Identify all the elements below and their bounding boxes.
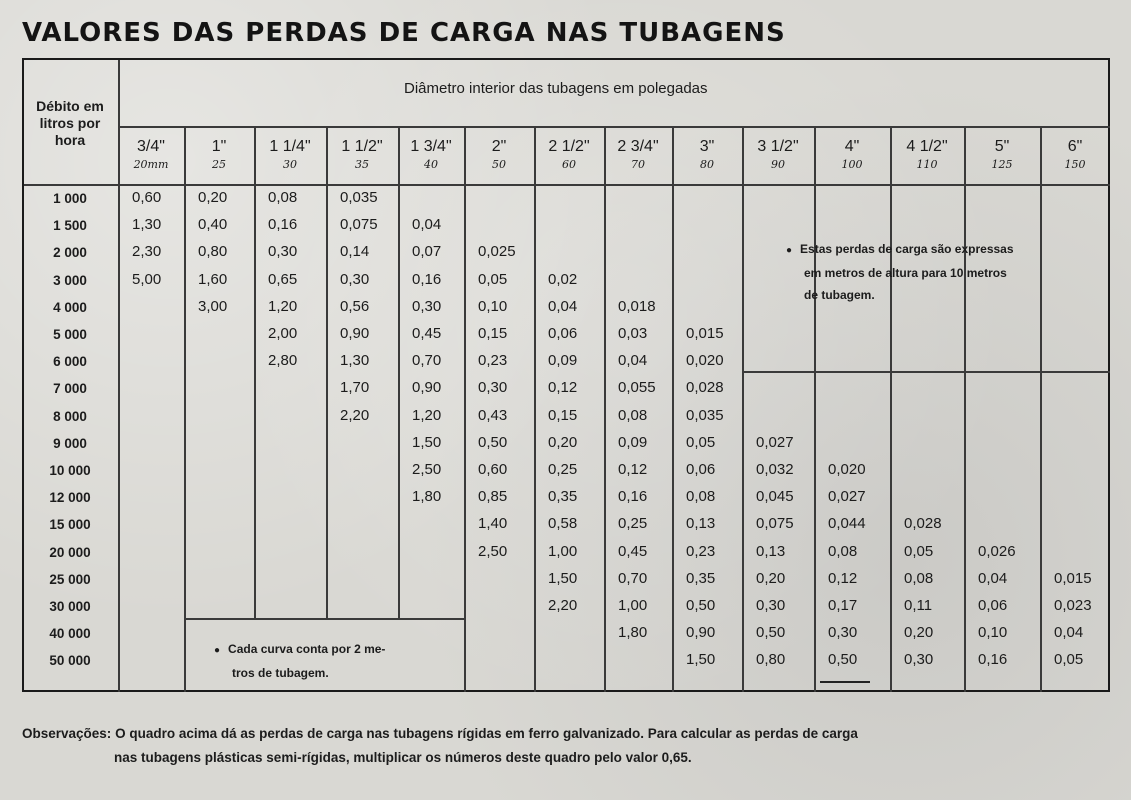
observations-line2: nas tubagens plásticas semi-rígidas, multiplicar os números deste quadro pelo valor 0,65. [114,750,692,765]
flow-value: 3 000 [53,272,87,288]
loss-value-cell: 0,10 [478,297,508,315]
flow-value: 10 000 [49,463,91,478]
loss-value-cell: 0,018 [618,297,656,315]
loss-value-cell: 0,50 [756,624,786,642]
loss-value-cell: 0,30 [478,379,508,397]
column-mm-label: 70 [631,158,645,171]
loss-value-cell: 0,90 [412,379,442,397]
loss-value-cell: 0,15 [478,325,508,342]
column-diameter-label: 1 1/2" [341,138,383,155]
flow-value: 15 000 [49,517,91,533]
loss-value-cell: 0,05 [1054,651,1084,669]
column-header [1040,138,1110,171]
column-header [964,138,1040,171]
loss-value-cell: 2,20 [340,406,370,424]
loss-value-cell: 0,044 [828,515,866,533]
loss-value-cell: 0,12 [828,569,858,587]
loss-value-cell: 0,43 [478,406,508,424]
loss-value-cell: 0,028 [686,379,724,397]
loss-value-cell: 0,04 [1054,624,1084,642]
column-diameter-label: 2 3/4" [617,138,659,155]
flow-value: 5 000 [53,327,87,342]
curve-note-line2: tros de tubagem. [232,666,329,680]
loss-value-cell: 0,020 [828,461,866,478]
column-diameter-label: 3 1/2" [757,138,799,155]
loss-value-cell: 0,08 [828,542,858,560]
loss-value-cell: 1,00 [548,542,578,560]
loss-value-cell: 0,16 [268,216,298,234]
loss-value-cell: 0,035 [340,189,378,206]
loss-value-cell: 0,80 [198,243,228,261]
flow-column-header: Débito em litros por hora [36,98,104,148]
column-diameter-label: 3" [699,138,715,155]
units-note-line1: Estas perdas de carga são expressas [800,242,1014,256]
column-divider [254,126,256,618]
loss-value-cell: 0,70 [618,569,648,587]
column-header [326,138,398,171]
loss-value-cell: 0,09 [618,433,648,451]
loss-value-cell: 0,90 [686,624,716,642]
column-mm-label: 25 [212,158,226,171]
units-note-line2: em metros de altura para 10 metros [804,266,1007,280]
flow-value: 40 000 [49,626,91,642]
loss-value-cell: 0,015 [686,325,724,342]
column-mm-label: 30 [283,158,297,171]
column-diameter-label: 6" [1067,138,1083,155]
column-mm-label: 35 [355,158,369,171]
flow-value: 1 500 [53,218,87,234]
loss-value-cell: 1,00 [618,597,648,614]
loss-value-cell: 0,12 [618,461,648,478]
column-divider [604,126,606,692]
loss-value-cell: 0,05 [686,433,716,451]
loss-value-cell: 0,075 [756,515,794,533]
loss-value-cell: 0,08 [618,406,648,424]
loss-value-cell: 0,08 [268,189,298,206]
loss-value-cell: 0,075 [340,216,378,234]
loss-value-cell: 0,90 [340,325,370,342]
column-header [742,138,814,171]
column-mm-label: 20mm [133,158,169,171]
loss-value-cell: 0,08 [904,569,934,587]
loss-value-cell: 0,07 [412,243,442,261]
loss-value-cell: 1,30 [132,216,162,234]
flow-value: 7 000 [53,381,87,397]
flow-value: 1 000 [53,191,87,206]
loss-value-cell: 0,027 [756,433,794,451]
loss-value-cell: 0,30 [340,270,370,288]
flow-value: 25 000 [49,571,91,587]
loss-value-cell: 0,35 [686,569,716,587]
loss-value-cell: 0,14 [340,243,370,261]
loss-value-cell: 0,03 [618,325,648,342]
loss-value-cell: 0,30 [412,297,442,315]
units-note: ● Estas perdas de carga são expressas em metros de altura para 10 metros de tubagem. [786,238,1086,306]
loss-value-cell: 0,20 [904,624,934,642]
column-mm-label: 40 [424,158,438,171]
loss-value-cell: 0,13 [686,515,716,533]
loss-value-cell: 0,60 [132,189,162,206]
loss-value-cell: 1,80 [412,488,442,506]
loss-value-cell: 0,020 [686,352,724,370]
column-diameter-label: 1" [211,138,227,155]
header-divider [118,126,1110,128]
flow-value: 9 000 [53,435,87,451]
column-divider [398,126,400,618]
loss-value-cell: 0,015 [1054,569,1092,587]
column-divider [326,126,328,618]
loss-value-cell: 0,16 [412,270,442,288]
column-header [254,138,326,171]
column-mm-label: 150 [1064,158,1086,171]
loss-value-cell: 0,85 [478,488,508,506]
loss-value-cell: 0,06 [978,597,1008,614]
column-mm-label: 90 [771,158,785,171]
flow-value: 12 000 [49,490,91,506]
column-divider [742,126,744,692]
loss-value-cell: 0,40 [198,216,228,234]
loss-value-cell: 0,45 [618,542,648,560]
loss-value-cell: 0,50 [686,597,716,614]
observations-line1: O quadro acima dá as perdas de carga nas tubagens rígidas em ferro galvanizado. Para calcular as perdas de carga [115,726,858,741]
loss-value-cell: 1,40 [478,515,508,533]
loss-value-cell: 1,30 [340,352,370,370]
loss-value-cell: 1,50 [412,433,442,451]
loss-value-cell: 0,04 [412,216,442,234]
loss-value-cell: 0,20 [198,189,228,206]
loss-value-cell: 0,05 [904,542,934,560]
loss-value-cell: 0,09 [548,352,578,370]
loss-value-cell: 0,15 [548,406,578,424]
loss-value-cell: 0,56 [340,297,370,315]
observations [22,722,1117,770]
column-diameter-label: 5" [994,138,1010,155]
column-mm-label: 100 [841,158,863,171]
column-diameter-label: 4" [844,138,860,155]
column-divider [814,126,816,692]
loss-value-cell: 0,20 [756,569,786,587]
loss-value-cell: 0,028 [904,515,942,533]
loss-value-cell: 0,16 [978,651,1008,669]
loss-value-cell: 2,30 [132,243,162,261]
flow-value: 8 000 [53,408,87,424]
loss-value-cell: 0,80 [756,651,786,669]
loss-value-cell: 0,50 [828,651,858,669]
underline-mark [820,681,870,683]
loss-value-cell: 0,45 [412,325,442,342]
loss-value-cell: 0,23 [686,542,716,560]
loss-value-cell: 0,17 [828,597,858,614]
loss-value-cell: 2,50 [412,461,442,478]
loss-value-cell: 0,30 [904,651,934,669]
flow-value: 20 000 [49,544,91,560]
column-diameter-label: 2 1/2" [548,138,590,155]
column-header [464,138,534,171]
flow-value: 6 000 [53,354,87,370]
diameter-header: Diâmetro interior das tubagens em polegadas [404,80,708,97]
loss-value-cell: 2,00 [268,325,298,342]
loss-value-cell: 0,04 [978,569,1008,587]
loss-value-cell: 0,58 [548,515,578,533]
column-mm-label: 80 [700,158,714,171]
loss-value-cell: 2,50 [478,542,508,560]
column-diameter-label: 3/4" [137,138,165,155]
loss-value-cell: 1,50 [548,569,578,587]
loss-value-cell: 0,23 [478,352,508,370]
loss-value-cell: 0,50 [478,433,508,451]
column-divider [672,126,674,692]
column-header [534,138,604,171]
loss-value-cell: 0,25 [548,461,578,478]
loss-value-cell: 0,70 [412,352,442,370]
column-header [398,138,464,171]
column-diameter-label: 1 3/4" [410,138,452,155]
column-divider [964,126,966,692]
column-divider [464,126,466,692]
column-mm-label: 125 [991,158,1013,171]
loss-value-cell: 1,70 [340,379,370,397]
loss-value-cell: 0,30 [756,597,786,614]
loss-value-cell: 0,12 [548,379,578,397]
loss-value-cell: 0,11 [904,597,933,614]
curve-note-rule [184,618,464,620]
loss-value-cell: 1,20 [412,406,442,424]
loss-value-cell: 0,08 [686,488,716,506]
column-divider [184,126,186,692]
column-header [118,138,184,171]
column-header [184,138,254,171]
loss-value-cell: 2,80 [268,352,298,370]
loss-value-cell: 0,30 [828,624,858,642]
loss-value-cell: 0,13 [756,542,786,560]
loss-value-cell: 0,16 [618,488,648,506]
curve-note-line1: Cada curva conta por 2 me- [228,642,386,656]
loss-value-cell: 0,023 [1054,597,1092,614]
loss-value-cell: 0,04 [548,297,578,315]
loss-value-cell: 2,20 [548,597,578,614]
loss-value-cell: 5,00 [132,270,162,288]
loss-value-cell: 0,045 [756,488,794,506]
column-divider [534,126,536,692]
column-diameter-label: 4 1/2" [906,138,948,155]
loss-value-cell: 0,032 [756,461,794,478]
loss-value-cell: 0,65 [268,270,298,288]
column-header [814,138,890,171]
flow-value: 2 000 [53,245,87,261]
loss-value-cell: 0,035 [686,406,724,424]
loss-value-cell: 0,027 [828,488,866,506]
loss-value-cell: 0,60 [478,461,508,478]
page-title: VALORES DAS PERDAS DE CARGA NAS TUBAGENS [22,18,786,48]
flow-value: 50 000 [49,653,91,669]
flow-value: 4 000 [53,299,87,315]
flow-value: 30 000 [49,599,91,614]
column-mm-label: 60 [562,158,576,171]
loss-value-cell: 0,06 [548,325,578,342]
column-mm-label: 50 [492,158,506,171]
column-diameter-label: 1 1/4" [269,138,311,155]
column-divider [1040,126,1042,692]
units-note-line3: de tubagem. [804,288,875,302]
loss-value-cell: 0,10 [978,624,1008,642]
loss-value-cell: 0,025 [478,243,516,261]
column-mm-label: 110 [916,158,938,171]
header-bottom-rule [24,184,1110,186]
loss-value-cell: 3,00 [198,297,228,315]
loss-value-cell: 1,80 [618,624,648,642]
loss-value-cell: 0,35 [548,488,578,506]
loss-value-cell: 0,20 [548,433,578,451]
loss-value-cell: 0,05 [478,270,508,288]
column-header [604,138,672,171]
loss-value-cell: 1,60 [198,270,228,288]
loss-value-cell: 1,50 [686,651,716,669]
loss-value-cell: 0,06 [686,461,716,478]
loss-value-cell: 0,04 [618,352,648,370]
column-divider [890,126,892,692]
loss-value-cell: 1,20 [268,297,298,315]
loss-value-cell: 0,055 [618,379,656,397]
column-header [890,138,964,171]
loss-table [22,58,1110,692]
curve-note: ● Cada curva conta por 2 me- tros de tubagem. [214,638,464,684]
loss-value-cell: 0,30 [268,243,298,261]
loss-value-cell: 0,02 [548,270,578,288]
units-note-rule [744,371,1110,373]
loss-value-cell: 0,25 [618,515,648,533]
column-header [672,138,742,171]
observations-label: Observações: [22,726,112,741]
column-diameter-label: 2" [491,138,507,155]
loss-value-cell: 0,026 [978,542,1016,560]
